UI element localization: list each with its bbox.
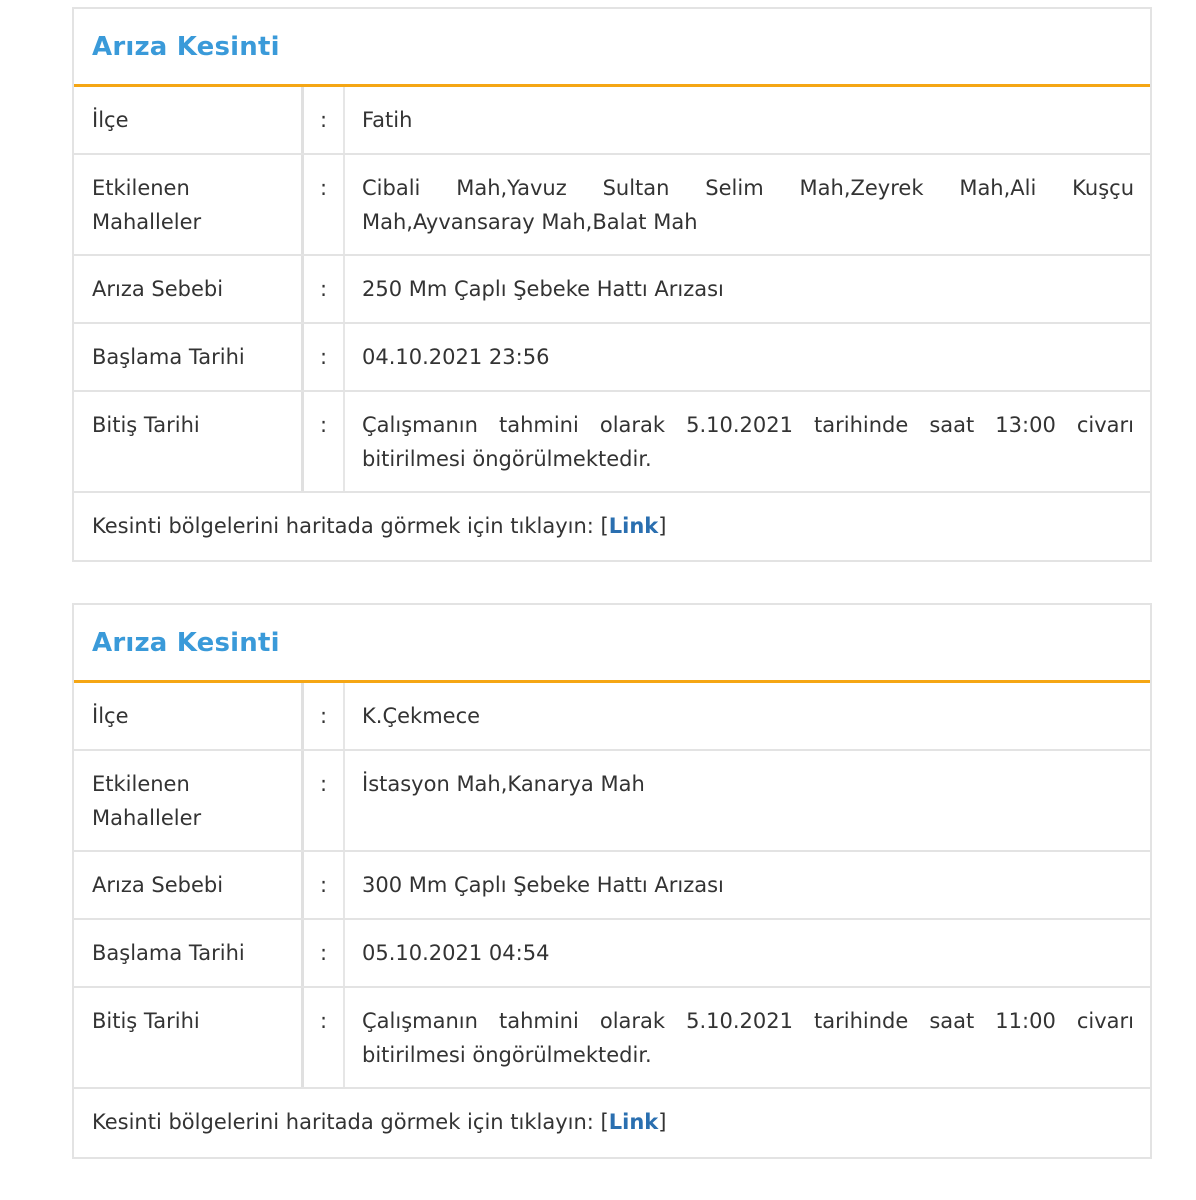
map-link-row [74,1089,1150,1155]
separator: : [304,256,345,322]
outage-card [72,7,1152,562]
separator: : [304,852,345,918]
map-link-row [74,493,1150,559]
separator: : [304,988,345,1087]
district-label: İlçe [74,683,304,749]
district-value: K.Çekmece [362,704,481,728]
separator: : [304,392,345,491]
bracket-close: ] [658,1110,667,1134]
end-date-value: Çalışmanın tahmini olarak 5.10.2021 tarihinde saat 11:00 civarı bitirilmesi öngörülmektedir. [362,1009,1134,1067]
separator: : [304,324,345,390]
bracket-open: [ [600,1110,609,1134]
district-row [74,683,1150,751]
cause-label: Arıza Sebebi [74,256,304,322]
map-link-text: Kesinti bölgelerini haritada görmek için tıklayın: [92,514,594,538]
map-link[interactable]: Link [608,514,659,538]
district-label: İlçe [74,87,304,153]
separator: : [304,87,345,153]
separator: : [304,751,345,850]
district-value: Fatih [362,108,413,132]
district-row [74,87,1150,155]
cause-label: Arıza Sebebi [74,852,304,918]
bracket-open: [ [600,514,609,538]
map-link[interactable]: Link [608,1110,659,1134]
end-date-row [74,392,1150,493]
neighborhoods-row [74,751,1150,852]
bracket-close: ] [658,514,667,538]
end-date-value: Çalışmanın tahmini olarak 5.10.2021 tarihinde saat 13:00 civarı bitirilmesi öngörülmektedir. [362,413,1134,471]
start-date-label: Başlama Tarihi [74,920,304,986]
card-title: Arıza Kesinti [74,9,1150,87]
cause-value: 300 Mm Çaplı Şebeke Hattı Arızası [362,873,724,897]
start-date-value: 04.10.2021 23:56 [362,345,550,369]
neighborhoods-value: İstasyon Mah,Kanarya Mah [362,772,645,796]
start-date-value: 05.10.2021 04:54 [362,941,550,965]
start-date-label: Başlama Tarihi [74,324,304,390]
start-date-row [74,324,1150,392]
card-title: Arıza Kesinti [74,605,1150,683]
neighborhoods-value: Cibali Mah,Yavuz Sultan Selim Mah,Zeyrek Mah,Ali Kuşçu Mah,Ayvansaray Mah,Balat Mah [362,176,1134,234]
separator: : [304,155,345,254]
map-link-text: Kesinti bölgelerini haritada görmek için tıklayın: [92,1110,594,1134]
neighborhoods-label: Etkilenen Mahalleler [74,155,304,254]
end-date-row [74,988,1150,1089]
outage-card [72,603,1152,1159]
separator: : [304,920,345,986]
cause-row [74,852,1150,920]
start-date-row [74,920,1150,988]
end-date-label: Bitiş Tarihi [74,392,304,491]
end-date-label: Bitiş Tarihi [74,988,304,1087]
neighborhoods-row [74,155,1150,256]
cause-row [74,256,1150,324]
neighborhoods-label: Etkilenen Mahalleler [74,751,304,850]
separator: : [304,683,345,749]
cause-value: 250 Mm Çaplı Şebeke Hattı Arızası [362,277,724,301]
